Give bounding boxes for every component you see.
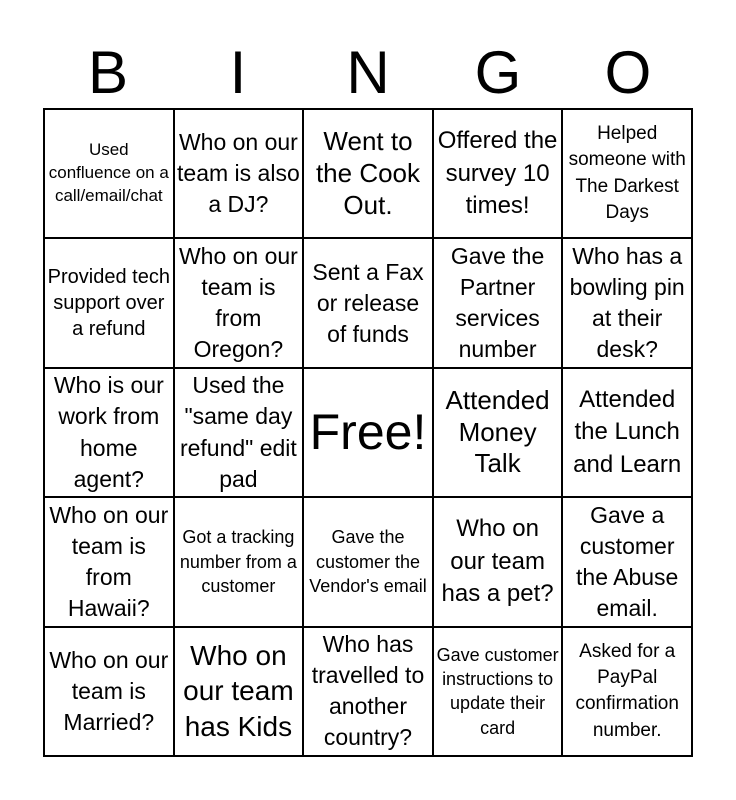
bingo-cell[interactable]: Who has a bowling pin at their desk?	[562, 238, 692, 367]
bingo-cell[interactable]: Attended Money Talk	[433, 368, 563, 497]
bingo-cell[interactable]: Used confluence on a call/email/chat	[44, 109, 174, 238]
bingo-cell[interactable]: Who is our work from home agent?	[44, 368, 174, 497]
bingo-cell[interactable]: Used the "same day refund" edit pad	[174, 368, 304, 497]
bingo-cell[interactable]: Gave the Partner services number	[433, 238, 563, 367]
header-letter-i: I	[229, 39, 247, 106]
bingo-cell[interactable]: Attended the Lunch and Learn	[562, 368, 692, 497]
bingo-cell[interactable]: Who on our team is Married?	[44, 627, 174, 756]
bingo-cell[interactable]: Who on our team is also a DJ?	[174, 109, 304, 238]
bingo-cell[interactable]: Offered the survey 10 times!	[433, 109, 563, 238]
bingo-cell[interactable]: Got a tracking number from a customer	[174, 497, 304, 626]
header-letter-b: B	[87, 39, 129, 106]
bingo-cell[interactable]: Provided tech support over a refund	[44, 238, 174, 367]
bingo-cell[interactable]: Who on our team is from Oregon?	[174, 238, 304, 367]
bingo-cell[interactable]: Gave a customer the Abuse email.	[562, 497, 692, 626]
bingo-cell[interactable]: Went to the Cook Out.	[303, 109, 433, 238]
bingo-cell[interactable]: Who has travelled to another country?	[303, 627, 433, 756]
bingo-cell[interactable]: Sent a Fax or release of funds	[303, 238, 433, 367]
bingo-cell[interactable]: Who on our team has a pet?	[433, 497, 563, 626]
bingo-cell[interactable]: Asked for a PayPal confirmation number.	[562, 627, 692, 756]
bingo-grid	[43, 108, 693, 757]
bingo-cell[interactable]: Gave customer instructions to update their card	[433, 627, 563, 756]
bingo-cell[interactable]: Gave the customer the Vendor's email	[303, 497, 433, 626]
bingo-cell[interactable]: Who on our team has Kids	[174, 627, 304, 756]
header-letter-g: G	[474, 39, 522, 106]
header-letter-n: N	[346, 39, 390, 106]
bingo-header	[43, 40, 693, 106]
bingo-cell[interactable]: Who on our team is from Hawaii?	[44, 497, 174, 626]
bingo-cell[interactable]: Helped someone with The Darkest Days	[562, 109, 692, 238]
header-letter-o: O	[604, 39, 652, 106]
free-space-cell[interactable]: Free!	[303, 368, 433, 497]
